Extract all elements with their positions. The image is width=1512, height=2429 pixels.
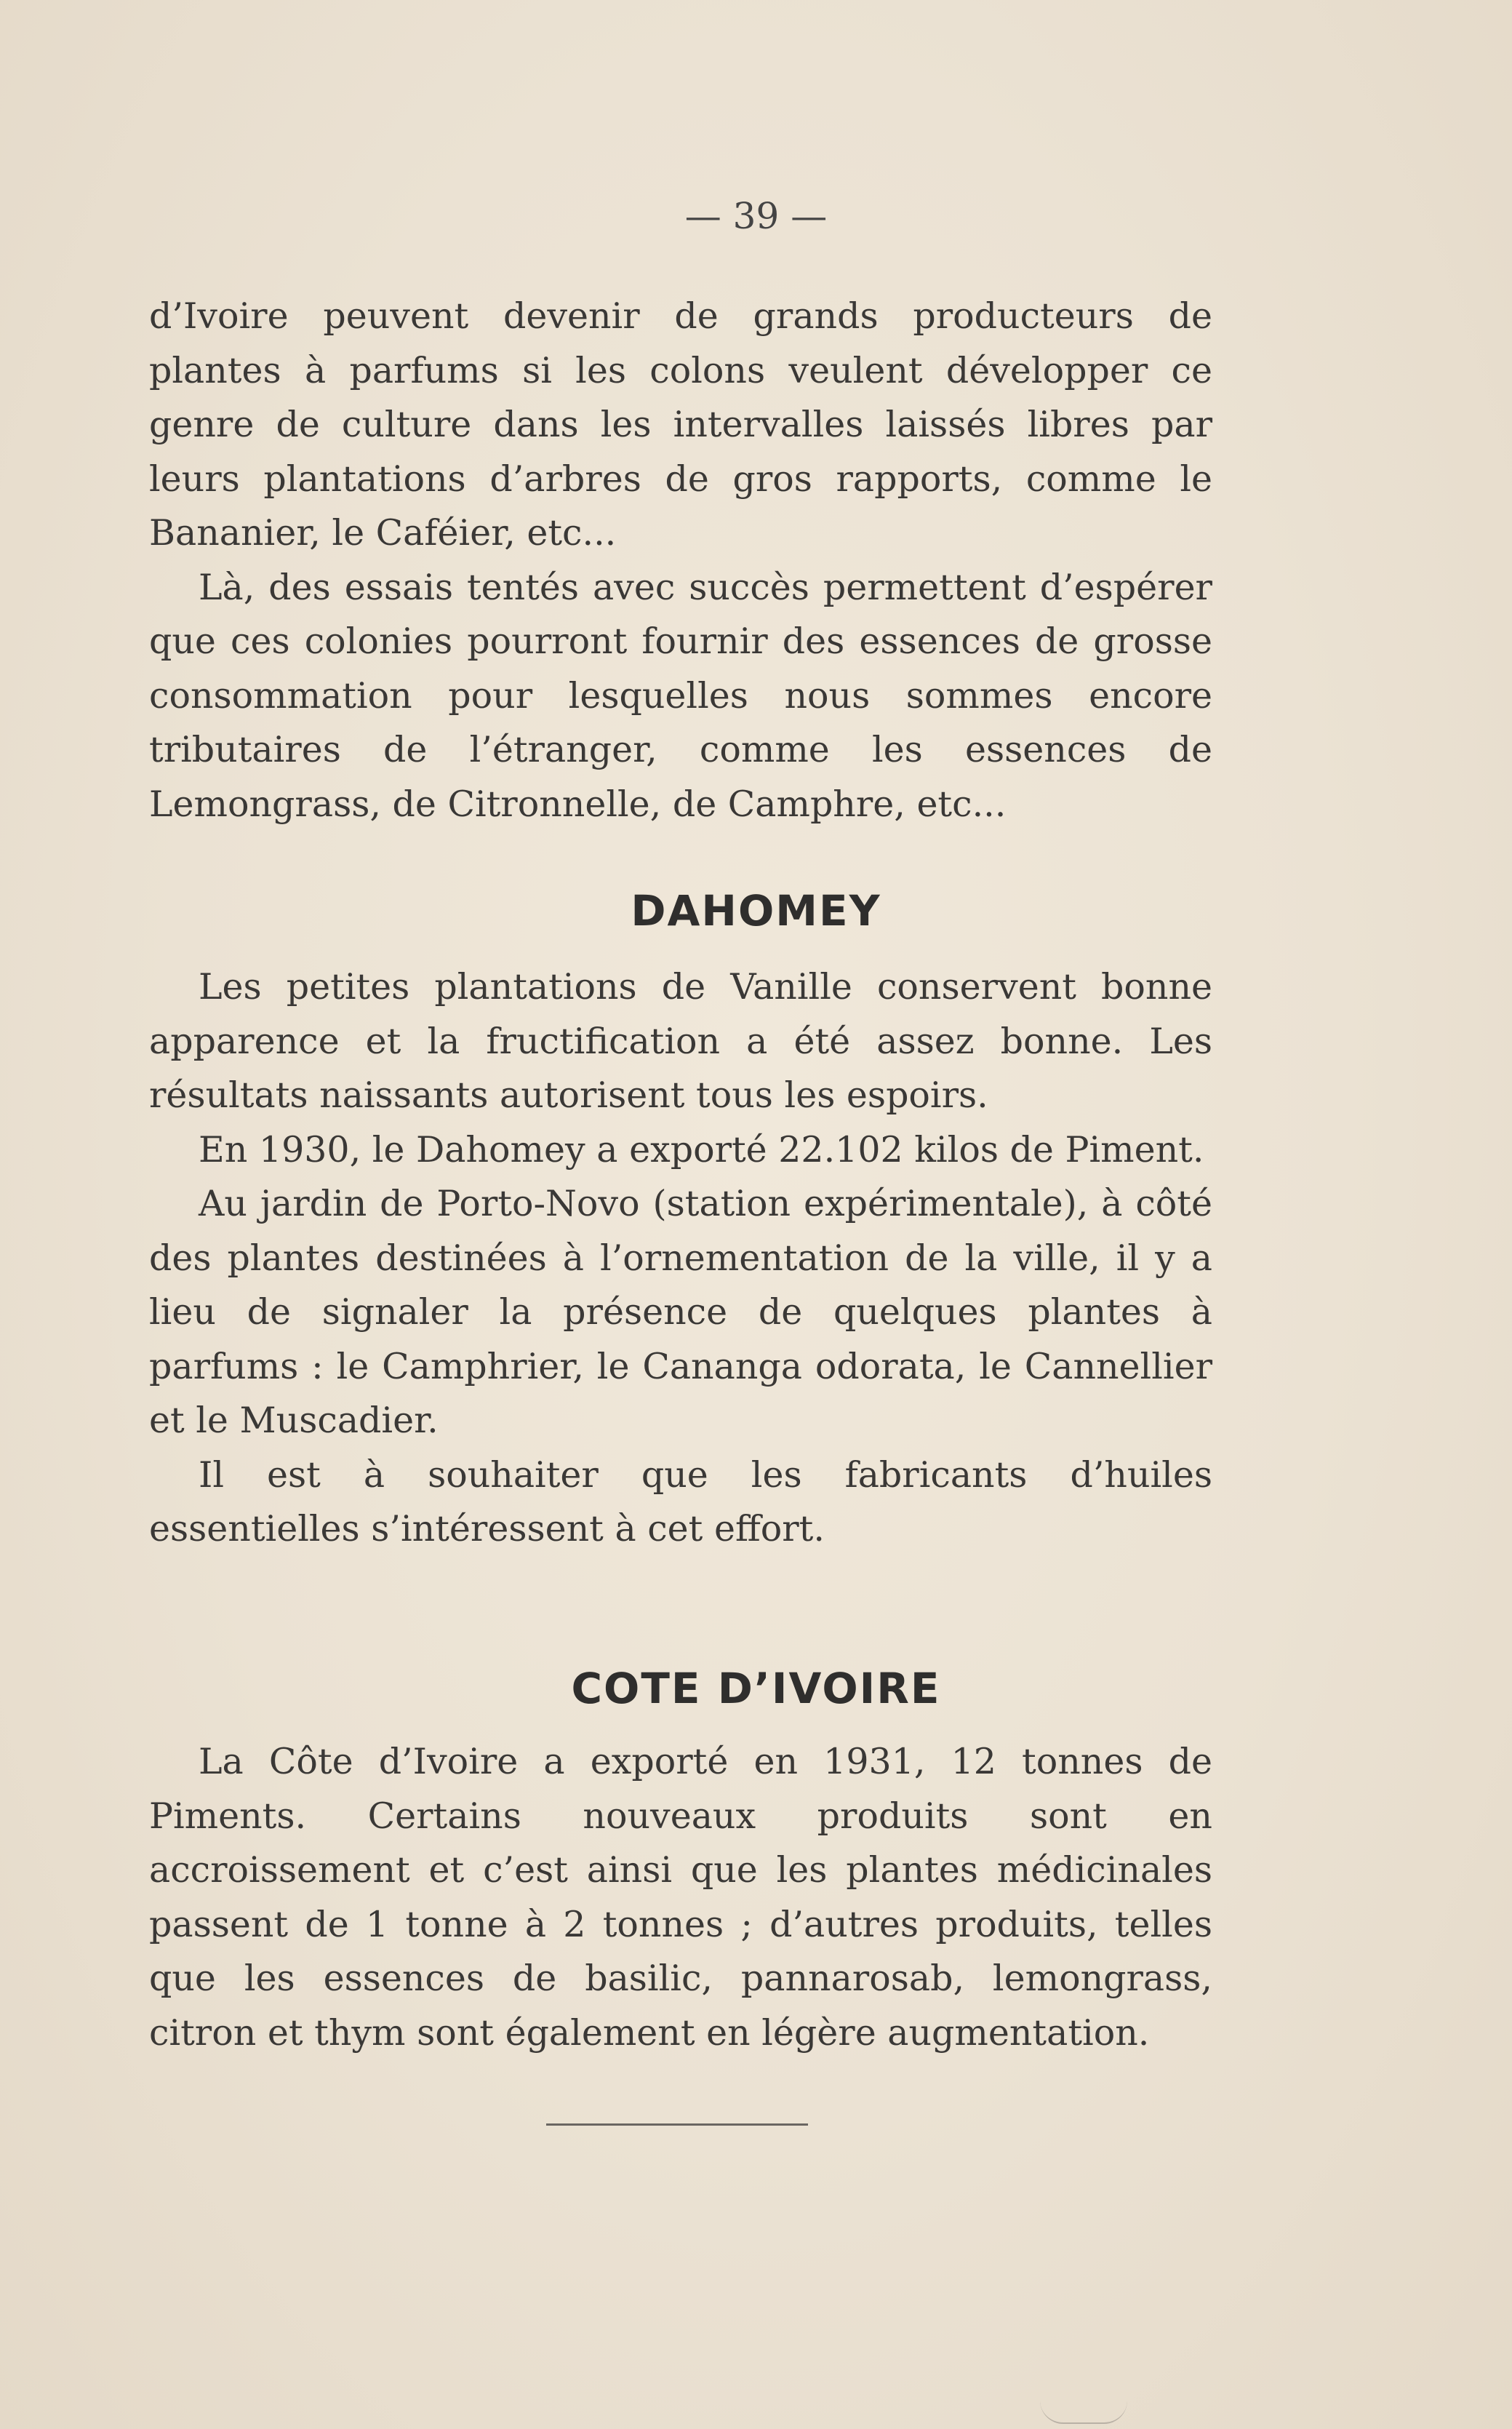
section-heading-dahomey: DAHOMEY [631,886,881,936]
end-rule [546,2123,808,2126]
section-cote-divoire-text [149,1735,1212,2060]
paragraph: Là, des essais tentés avec succès permettent d’espérer que ces colonies pourront fournir des essences de grosse consommation pour lesquelles nous sommes encore tributaires de l’étranger, comme les essences de Lemongrass, de Citronnelle, de Camphre, etc... [149,566,1212,825]
paragraph: Les petites plantations de Vanille conservent bonne apparence et la fructification a été assez bonne. Les résultats naissants autorisent tous les espoirs. [149,966,1212,1116]
section-dahomey-text [149,960,1212,1557]
paragraph: En 1930, le Dahomey a exporté 22.102 kilos de Piment. [199,1128,1204,1170]
page-number: — 39 — [684,195,828,237]
paragraph: d’Ivoire peuvent devenir de grands producteurs de plantes à parfums si les colons veulent développer ce genre de culture dans les intervalles laissés libres par leurs plantations d’arbres de gros rapports, comme le Bananier, le Caféier, etc... [149,295,1212,554]
paragraph: Il est à souhaiter que les fabricants d’huiles essentielles s’intéressent à cet effort. [149,1453,1212,1549]
intro-text [149,290,1212,831]
paragraph: Au jardin de Porto-Novo (station expérimentale), à côté des plantes destinées à l’ornementation de la ville, il y a lieu de signaler la présence de quelques plantes à parfums : le Camphrier, le Cananga odorata, le Cannellier et le Muscadier. [149,1183,1212,1441]
section-heading-cote-divoire: COTE D’IVOIRE [571,1664,941,1713]
page-edge-mark [1040,2401,1127,2424]
paragraph: La Côte d’Ivoire a exporté en 1931, 12 tonnes de Piments. Certains nouveaux produits sont en accroissement et c’est ainsi que les plantes médicinales passent de 1 tonne à 2 tonnes ; d’autres produits, telles que les essences de basilic, pannarosab, lemongrass, citron et thym sont également en légère augmentation. [149,1741,1212,2054]
